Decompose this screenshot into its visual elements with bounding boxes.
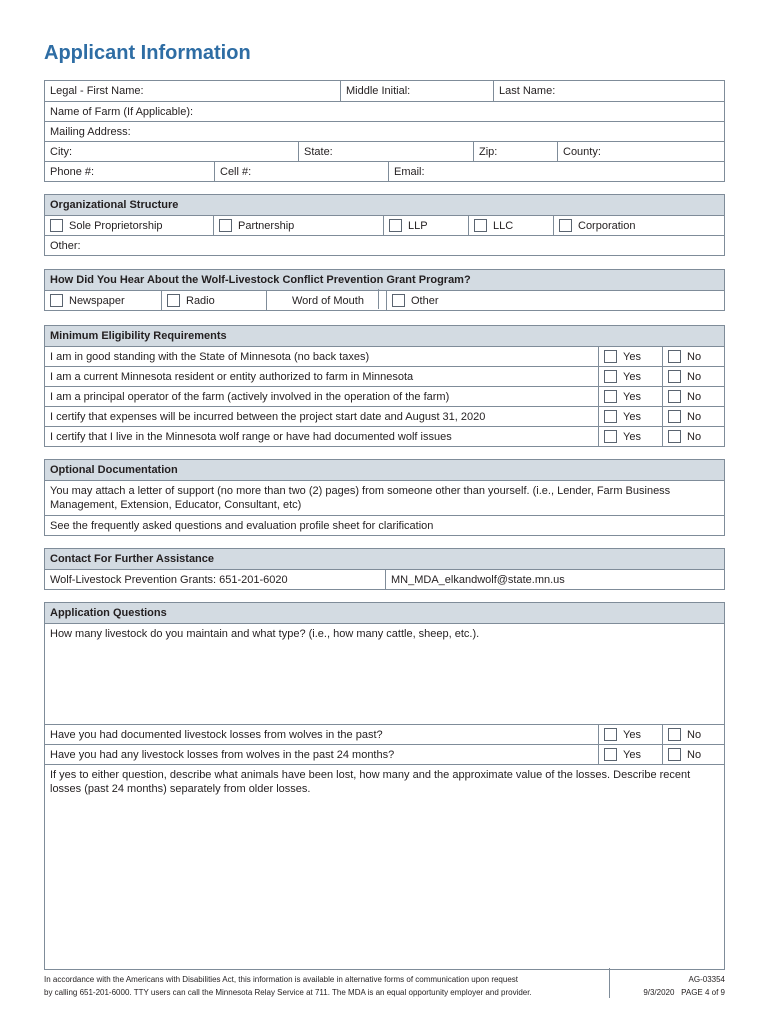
email-field[interactable] [388,162,724,181]
eligibility-no[interactable] [662,367,724,386]
contact-row [45,569,724,589]
eligibility-no[interactable] [662,387,724,406]
recent-losses-question: Have you had any livestock losses from wolves in the past 24 months? [50,748,395,761]
date-page: 9/3/2020 PAGE 4 of 9 [643,988,725,997]
application-questions-heading: Application Questions [45,603,724,623]
cell-label: Cell #: [220,165,252,178]
checkbox-icon[interactable] [604,728,617,741]
livestock-question-area[interactable] [45,623,724,724]
losses-description-area[interactable] [45,764,724,969]
checkbox-icon[interactable] [392,294,405,307]
org-option-corporation[interactable] [553,216,724,235]
checkbox-icon[interactable] [668,728,681,741]
hear-options-right-border [44,289,379,309]
contact-email[interactable]: MN_MDA_elkandwolf@state.mn.us [385,570,724,589]
last-name-field[interactable] [493,81,724,101]
phone-field[interactable] [45,162,214,181]
no-label: No [687,748,702,761]
eligibility-statement: I am a principal operator of the farm (actively involved in the operation of the farm) [50,390,450,403]
checkbox-icon[interactable] [389,219,402,232]
org-other-label: Other: [50,239,81,252]
org-structure-box [44,194,725,256]
first-name-label: Legal - First Name: [50,85,144,97]
city-label: City: [50,145,72,158]
eligibility-row [45,426,724,446]
contact-box [44,548,725,590]
city-field[interactable] [45,142,298,161]
recent-losses-yes[interactable] [598,745,662,764]
eligibility-row [45,386,724,406]
name-row [45,81,724,101]
county-label: County: [563,145,601,158]
eligibility-yes[interactable] [598,407,662,426]
contact-heading: Contact For Further Assistance [45,549,724,569]
farm-name-label: Name of Farm (If Applicable): [50,105,194,118]
recent-losses-row [45,744,724,764]
recent-losses-no[interactable] [662,745,724,764]
yes-label: Yes [623,390,641,403]
zip-label: Zip: [479,145,498,158]
option-label: Partnership [238,219,295,232]
checkbox-icon[interactable] [604,748,617,761]
eligibility-row [45,346,724,366]
checkbox-icon[interactable] [604,410,617,423]
org-option-partnership[interactable] [213,216,383,235]
applicant-info-box [44,80,725,182]
option-label: Word of Mouth [292,294,364,307]
documented-losses-row [45,724,724,744]
state-label: State: [304,145,333,158]
footer-line-1: In accordance with the Americans with Disabilities Act, this information is available in alternative forms of communication upon request [44,975,519,984]
no-label: No [687,728,702,741]
eligibility-no[interactable] [662,427,724,446]
checkbox-icon[interactable] [668,390,681,403]
eligibility-no[interactable] [662,407,724,426]
yes-label: Yes [623,350,641,363]
yes-label: Yes [623,370,641,383]
org-other-row [45,235,724,255]
optional-doc-text: You may attach a letter of support (no more than two (2) pages) from someone other than yourself. (i.e., Lender, Farm Business Management, Extension, Educator, Consultant, etc) [45,480,724,515]
middle-initial-field[interactable] [340,81,493,101]
no-label: No [687,410,702,423]
email-label: Email: [394,165,425,178]
no-label: No [687,390,702,403]
option-label: Corporation [578,219,636,232]
org-option-sole-proprietorship[interactable] [45,216,213,235]
documented-losses-yes[interactable] [598,725,662,744]
mailing-address-label: Mailing Address: [50,125,131,138]
option-label: Sole Proprietorship [69,219,163,232]
eligibility-yes[interactable] [598,387,662,406]
optional-doc-heading: Optional Documentation [45,460,724,480]
eligibility-statement: I certify that expenses will be incurred between the project start date and August 31, 2020 [50,410,486,423]
livestock-question: How many livestock do you maintain and what type? (i.e., how many cattle, sheep, etc.). [50,628,480,640]
footer-form-info [643,973,725,999]
phone-label: Phone #: [50,165,95,178]
eligibility-statement: I am a current Minnesota resident or entity authorized to farm in Minnesota [50,370,414,383]
documented-losses-no[interactable] [662,725,724,744]
checkbox-icon[interactable] [50,219,63,232]
option-label: Other [411,294,439,307]
farm-name-field[interactable] [45,102,724,121]
yes-label: Yes [623,410,641,423]
org-structure-heading: Organizational Structure [45,195,724,215]
form-id: AG-03354 [688,975,725,984]
checkbox-icon[interactable] [559,219,572,232]
yes-label: Yes [623,728,641,741]
mailing-address-row [45,121,724,141]
yes-label: Yes [623,748,641,761]
org-option-llc[interactable] [468,216,553,235]
middle-initial-label: Middle Initial: [346,85,411,97]
option-label: Radio [186,294,215,307]
yes-label: Yes [623,430,641,443]
application-questions-box [44,602,725,970]
checkbox-icon[interactable] [604,370,617,383]
org-option-llp[interactable] [383,216,468,235]
eligibility-yes[interactable] [598,347,662,366]
county-field[interactable] [557,142,724,161]
org-options-row [45,215,724,235]
eligibility-yes[interactable] [598,367,662,386]
checkbox-icon[interactable] [604,390,617,403]
eligibility-box [44,325,725,447]
documented-losses-question: Have you had documented livestock losses from wolves in the past? [50,728,383,741]
footer-divider [609,968,610,998]
footer-ada-notice [44,973,604,999]
eligibility-heading: Minimum Eligibility Requirements [45,326,724,346]
org-other-field[interactable] [45,236,724,255]
checkbox-icon[interactable] [668,370,681,383]
checkbox-icon[interactable] [668,410,681,423]
option-label: Newspaper [69,294,125,307]
farm-name-row [45,101,724,121]
eligibility-yes[interactable] [598,427,662,446]
phone-row [45,161,724,181]
footer-line-2: by calling 651-201-6000. TTY users can call the Minnesota Relay Service at 711. The MDA is an equal opportunity employer and provider. [44,988,532,997]
eligibility-statement: I am in good standing with the State of Minnesota (no back taxes) [50,350,370,363]
city-row [45,141,724,161]
checkbox-icon[interactable] [219,219,232,232]
state-field[interactable] [298,142,473,161]
cell-field[interactable] [214,162,388,181]
losses-description-question: If yes to either question, describe what animals have been lost, how many and the approximate value of the losses. Describe recent losses (past 24 months) separately from older losses. [50,769,691,795]
checkbox-icon[interactable] [474,219,487,232]
optional-doc-box [44,459,725,536]
checkbox-icon[interactable] [668,350,681,363]
hear-about-heading: How Did You Hear About the Wolf-Livestock Conflict Prevention Grant Program? [45,270,724,290]
page-title: Applicant Information [44,42,251,64]
contact-phone: Wolf-Livestock Prevention Grants: 651-201-6020 [50,573,288,586]
optional-doc-faq: See the frequently asked questions and evaluation profile sheet for clarification [45,515,724,535]
no-label: No [687,350,702,363]
mailing-address-field[interactable] [45,122,724,141]
hear-option-other[interactable] [386,291,439,310]
zip-field[interactable] [473,142,557,161]
option-label: LLP [408,219,428,232]
last-name-label: Last Name: [499,85,556,97]
first-name-field[interactable] [45,81,340,101]
option-label: LLC [493,219,514,232]
eligibility-row [45,406,724,426]
checkbox-icon[interactable] [668,430,681,443]
eligibility-statement: I certify that I live in the Minnesota wolf range or have had documented wolf issues [50,430,452,443]
eligibility-no[interactable] [662,347,724,366]
checkbox-icon[interactable] [604,350,617,363]
no-label: No [687,370,702,383]
eligibility-row [45,366,724,386]
no-label: No [687,430,702,443]
checkbox-icon[interactable] [668,748,681,761]
checkbox-icon[interactable] [604,430,617,443]
